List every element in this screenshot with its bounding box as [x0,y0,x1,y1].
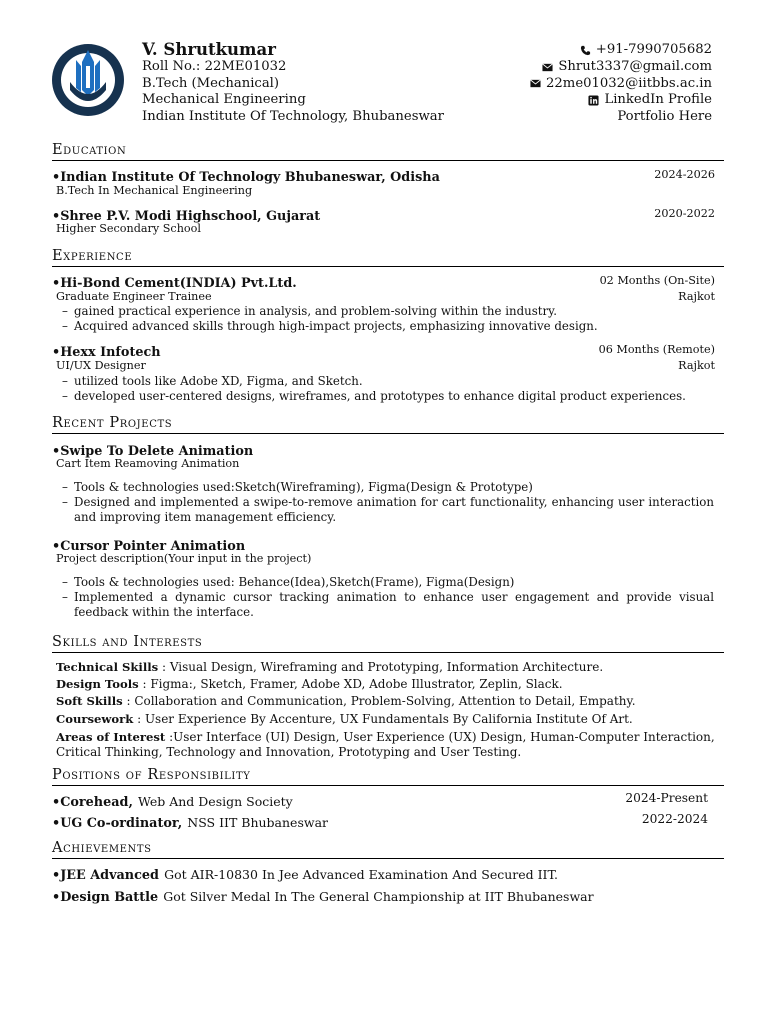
duration: 06 Months (Remote) [598,343,715,356]
degree: B.Tech (Mechanical) [142,75,280,91]
education-section-header [52,142,724,161]
skill-row: Areas of Interest :User Interface (UI) Design, User Experience (UX) Design, Human-Computer Interaction, Critical Thinking, Technology and Innovation, Prototyping and User Testing. [56,730,715,759]
portfolio-row[interactable] [530,109,712,126]
school-name: Indian Institute Of Technology Bhubaneswar, Odisha [60,170,440,185]
candidate-name: V. Shrutkumar [142,40,276,59]
phone-number: +91-7990705682 [595,42,712,57]
project-description: Project description(Your input in the project) [56,552,312,565]
bullet-item: – gained practical experience in analysis, and problem-solving within the industry. [62,304,558,318]
skill-row: Coursework : User Experience By Accenture, UX Fundamentals By California Institute Of Art. [56,712,633,726]
experience-entry [52,341,715,360]
bullet-item: – developed user-centered designs, wireframes, and prototypes to enhance digital product experiences. [62,389,686,403]
project-name: Cursor Pointer Animation [60,539,246,554]
bullet: • [52,868,61,883]
bullet-item: – Acquired advanced skills through high-impact projects, emphasizing innovative design. [62,319,598,333]
portfolio-link: Portfolio Here [617,109,712,125]
bullet: • [52,444,61,459]
dates: 2024-2026 [654,168,715,181]
education-detail: B.Tech In Mechanical Engineering [56,184,253,197]
bullet: • [52,276,61,291]
bullet-item: – Tools & technologies used:Sketch(Wireframing), Figma(Design & Prototype) [62,480,533,494]
position-role: UG Co-ordinator, [60,816,183,831]
skill-row: Design Tools : Figma:, Sketch, Framer, Adobe XD, Adobe Illustrator, Zeplin, Slack. [56,677,563,691]
section-title: Positions of Responsibility [52,767,251,783]
header-info [142,40,444,125]
positions-section-header [52,767,724,786]
bullet: • [52,345,61,360]
email-link: Shrut3337@gmail.com [558,58,712,74]
bullet-item: – utilized tools like Adobe XD, Figma, and Sketch. [62,374,363,388]
achievement-text: Got AIR-10830 In Jee Advanced Examination And Secured IIT. [164,867,558,882]
role-row [56,359,715,372]
bullet-item: – Tools & technologies used: Behance(Idea),Sketch(Frame), Figma(Design) [62,575,515,589]
education-detail: Higher Secondary School [56,222,201,235]
location: Rajkot [678,290,715,303]
achievement-entry [52,886,715,905]
bullet: • [52,170,61,185]
section-title: Skills and Interests [52,634,203,650]
email-row-2[interactable] [530,76,712,93]
section-title: Recent Projects [52,415,173,431]
institute-email-link: 22me01032@iitbbs.ac.in [546,75,712,91]
dash: – [62,480,68,494]
location: Rajkot [678,359,715,372]
envelope-icon [542,62,553,73]
skill-row: Soft Skills : Collaboration and Communication, Problem-Solving, Attention to Detail, Empathy. [56,694,636,708]
role: UI/UX Designer [56,359,146,372]
school-name: Shree P.V. Modi Highschool, Gujarat [60,209,321,224]
linkedin-icon [588,95,599,106]
position-entry [52,791,715,810]
roll-number: Roll No.: 22ME01032 [142,59,287,74]
position-org: NSS IIT Bhubaneswar [187,815,329,830]
dash: – [62,319,68,333]
section-title: Experience [52,248,133,264]
email-row-1[interactable] [530,59,712,76]
dash: – [62,575,68,589]
bullet: • [52,816,61,831]
education-entry [52,166,715,185]
bullet: • [52,539,61,554]
bullet: • [52,890,61,905]
bullet: • [52,795,61,810]
projects-section-header [52,415,724,434]
dash: – [62,590,68,604]
achievement-text: Got Silver Medal In The General Championship at IIT Bhubaneswar [163,889,594,904]
position-entry [52,812,715,831]
achievement-label: JEE Advanced [60,868,159,883]
bullet-item: – Implemented a dynamic cursor tracking animation to enhance user engagement and provide visual feedback within the interface. [62,590,714,619]
skills-section-header [52,634,724,653]
company-name: Hi-Bond Cement(INDIA) Pvt.Ltd. [60,276,297,291]
skill-row: Technical Skills : Visual Design, Wireframing and Prototyping, Information Architecture. [56,660,604,674]
achievement-entry [52,864,715,883]
institute-logo [50,42,126,118]
phone-row[interactable] [530,42,712,59]
experience-section-header [52,248,724,267]
phone-icon [580,45,591,56]
role-row [56,290,715,303]
section-title: Education [52,142,127,158]
institute: Indian Institute Of Technology, Bhubaneswar [142,108,444,124]
department: Mechanical Engineering [142,92,306,108]
project-name: Swipe To Delete Animation [60,444,254,459]
duration: 02 Months (On-Site) [599,274,715,287]
dates: 2020-2022 [654,207,715,220]
dash: – [62,304,68,318]
company-name: Hexx Infotech [60,345,161,360]
achievements-section-header [52,840,724,859]
role: Graduate Engineer Trainee [56,290,212,303]
bullet: • [52,209,61,224]
position-role: Corehead, [60,795,133,810]
envelope-icon [530,78,541,89]
contact-info [530,42,712,126]
bullet-item: – Designed and implemented a swipe-to-remove animation for cart functionality, enhancing user interaction and improving item management efficiency. [62,495,714,524]
section-title: Achievements [52,840,152,856]
dash: – [62,495,68,509]
project-description: Cart Item Reamoving Animation [56,457,240,470]
linkedin-link: LinkedIn Profile [604,92,712,108]
experience-entry [52,272,715,291]
dates: 2022-2024 [641,812,708,826]
dash: – [62,374,68,388]
achievement-label: Design Battle [60,890,159,905]
dates: 2024-Present [625,791,708,805]
linkedin-row[interactable] [530,92,712,109]
dash: – [62,389,68,403]
position-org: Web And Design Society [138,794,293,809]
